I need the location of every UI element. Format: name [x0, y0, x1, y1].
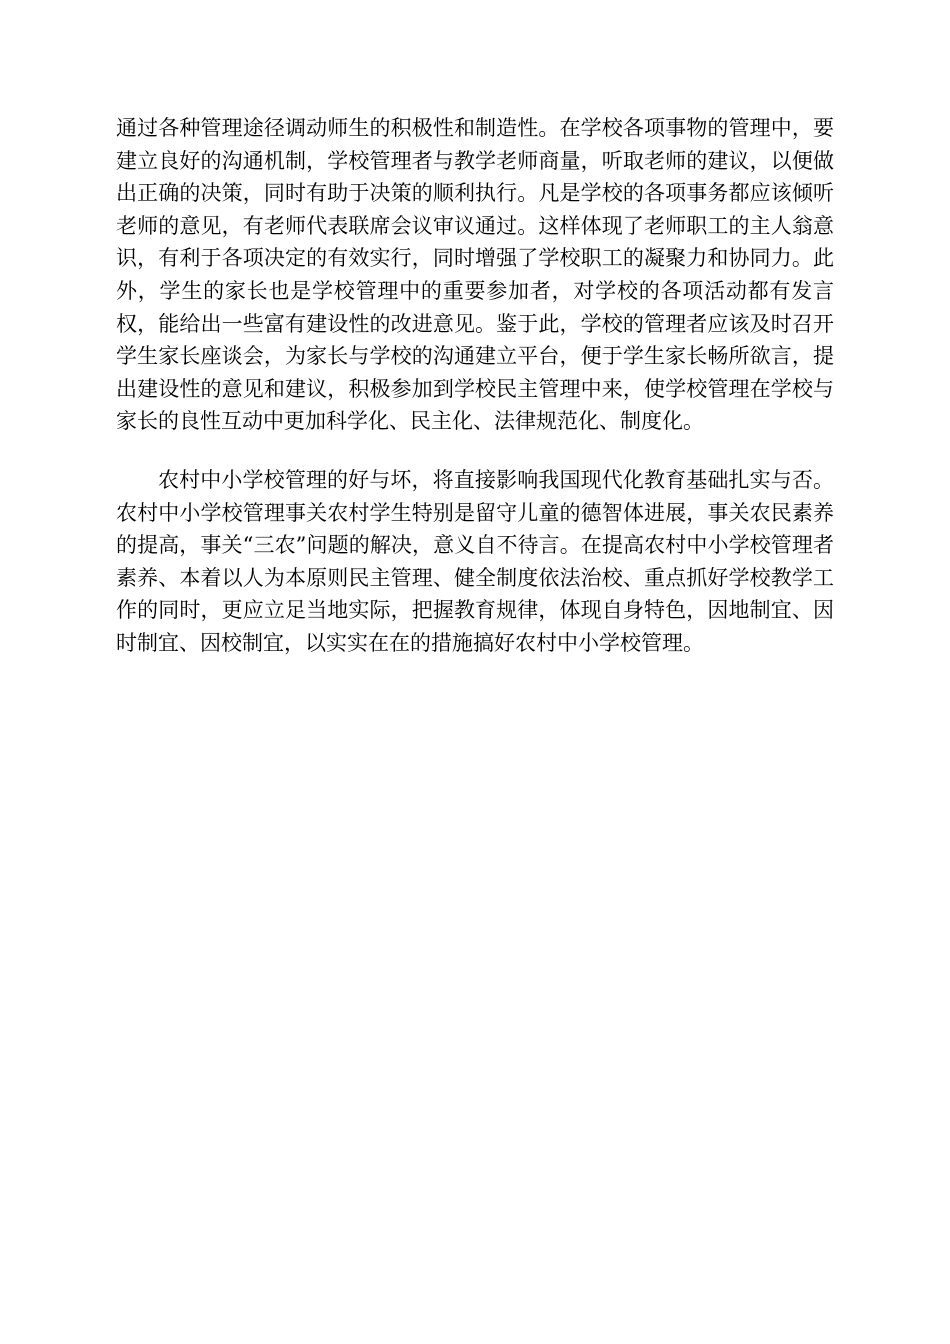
document-page	[116, 112, 834, 660]
paragraph-continuation: 通过各种管理途径调动师生的积极性和制造性。在学校各项事物的管理中，要建立良好的沟通机制，学校管理者与教学老师商量，听取老师的建议，以便做出正确的决策，同时有助于决策的顺利执行。凡是学校的各项事务都应该倾听老师的意见，有老师代表联席会议审议通过。这样体现了老师职工的主人翁意识，有利于各项决定的有效实行，同时增强了学校职工的凝聚力和协同力。此外，学生的家长也是学校管理中的重要参加者，对学校的各项活动都有发言权，能给出一些富有建设性的改进意见。鉴于此，学校的管理者应该及时召开学生家长座谈会，为家长与学校的沟通建立平台，便于学生家长畅所欲言，提出建设性的意见和建议，积极参加到学校民主管理中来，使学校管理在学校与家长的良性互动中更加科学化、民主化、法律规范化、制度化。	[116, 116, 834, 434]
paragraph-conclusion: 农村中小学校管理的好与坏，将直接影响我国现代化教育基础扎实与否。农村中小学校管理事关农村学生特别是留守儿童的德智体进展，事关农民素养的提高，事关“三农”问题的解决，意义自不待言。在提高农村中小学校管理者素养、本着以人为本原则民主管理、健全制度依法治校、重点抓好学校教学工作的同时，更应立足当地实际，把握教育规律，体现自身特色，因地制宜、因时制宜、因校制宜，以实实在在的措施搞好农村中小学校管理。	[116, 467, 834, 655]
